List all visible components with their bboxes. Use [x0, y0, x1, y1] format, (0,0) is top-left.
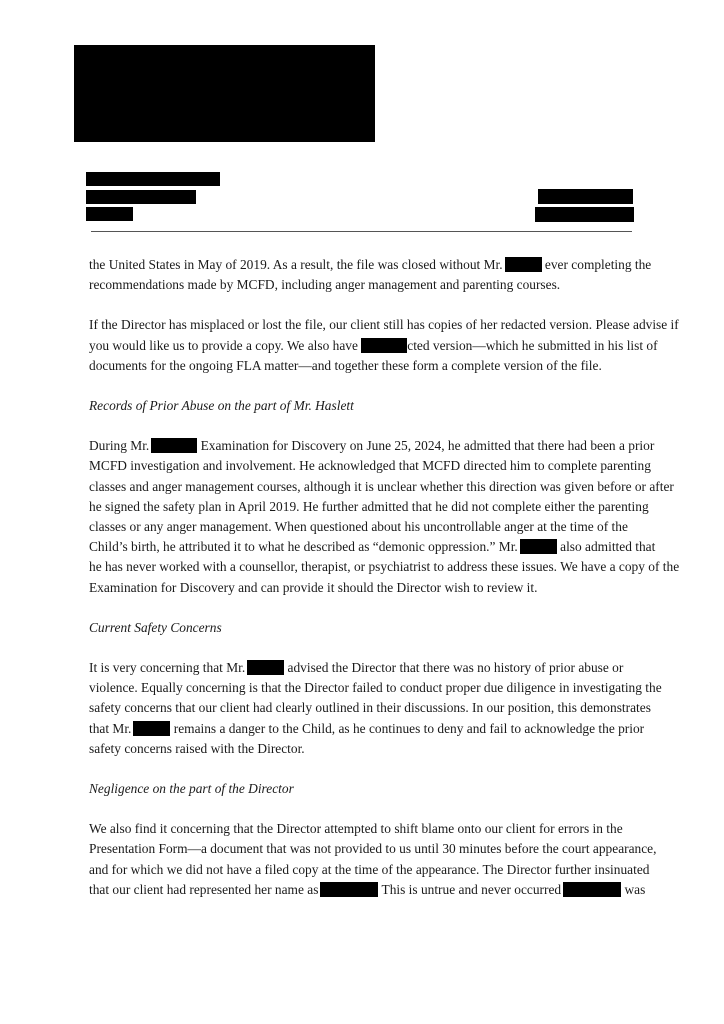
text-line: safety concerns raised with the Director.	[89, 740, 305, 756]
name-redaction	[563, 882, 621, 897]
heading-safety-concerns: Current Safety Concerns	[89, 619, 222, 635]
text-line: violence. Equally concerning is that the Director failed to conduct proper due diligence in investigating the	[89, 680, 662, 696]
paragraph-examination-discovery	[89, 436, 680, 598]
letter-body	[89, 255, 680, 900]
text-run: was	[621, 881, 646, 897]
text-run: also admitted that	[556, 539, 656, 555]
name-redaction	[520, 539, 557, 554]
text-line: safety concerns that our client had clearly outlined in their discussions. In our position, this demonstrates	[89, 700, 651, 716]
name-redaction	[505, 257, 542, 272]
text-run: ever completing the	[541, 257, 652, 272]
sender-address-redaction-2	[86, 190, 196, 204]
text-line: he signed the safety plan in April 2019. He further admitted that he did not complete either the parenting	[89, 498, 649, 514]
text-run: advised the Director that there was no history of prior abuse or	[284, 660, 624, 676]
heading-negligence: Negligence on the part of the Director	[89, 781, 294, 797]
text-line: Presentation Form—a document that was not provided to us until 30 minutes before the court appearance,	[89, 841, 657, 857]
text-line: recommendations made by MCFD, including anger management and parenting courses.	[89, 277, 561, 293]
text-line: Examination for Discovery and can provide it should the Director wish to review it.	[89, 579, 538, 595]
text-run: It is very concerning that Mr.	[89, 660, 246, 676]
text-run: During Mr.	[89, 438, 150, 454]
text-run: Examination for Discovery on June 25, 2024, he admitted that there had been a prior	[197, 438, 655, 454]
text-run: remains a danger to the Child, as he continues to deny and fail to acknowledge the prior	[170, 720, 645, 736]
text-run: the United States in May of 2019. As a result, the file was closed without Mr.	[89, 257, 503, 272]
recipient-info-redaction-2	[535, 207, 634, 222]
text-line: If the Director has misplaced or lost the file, our client still has copies of her redacted version. Please advise if	[89, 317, 679, 333]
text-line: classes or any anger management. When questioned about his uncontrollable anger at the time of the	[89, 519, 628, 535]
sender-address-redaction-1	[86, 172, 220, 186]
recipient-info-redaction-1	[538, 189, 633, 204]
word-redaction	[361, 338, 407, 353]
text-run: you would like us to provide a copy. We also have	[89, 337, 362, 353]
text-run: Child’s birth, he attributed it to what he described as “demonic oppression.” Mr.	[89, 539, 518, 555]
header-divider	[91, 231, 632, 232]
text-line: documents for the ongoing FLA matter—and together these form a complete version of the file.	[89, 357, 602, 373]
text-run: This is untrue and never occurred	[378, 881, 562, 897]
paragraph-safety-concerns	[89, 658, 662, 759]
paragraph-file-closed	[89, 255, 652, 295]
paragraph-negligence	[89, 819, 657, 900]
paragraph-file-copies	[89, 315, 679, 376]
text-line: We also find it concerning that the Director attempted to shift blame onto our client for errors in the	[89, 821, 623, 837]
text-line: he has never worked with a counsellor, therapist, or psychiatrist to address these issues. We have a copy of the	[89, 559, 680, 575]
name-redaction	[247, 660, 284, 675]
text-run: cted version—which he submitted in his list of	[407, 337, 658, 353]
name-redaction	[320, 882, 378, 897]
name-redaction	[151, 438, 197, 453]
heading-prior-abuse: Records of Prior Abuse on the part of Mr. Haslett	[89, 398, 354, 414]
text-line: and for which we did not have a filed copy at the time of the appearance. The Director further insinuated	[89, 861, 650, 877]
letterhead-logo-redaction	[74, 45, 375, 142]
text-run: that Mr.	[89, 720, 132, 736]
text-line: MCFD investigation and involvement. He acknowledged that MCFD directed him to complete parenting	[89, 458, 651, 474]
sender-address-redaction-3	[86, 207, 133, 221]
text-run: that our client had represented her name as	[89, 881, 319, 897]
text-line: classes and anger management courses, although it is unclear whether this direction was given before or after	[89, 478, 674, 494]
name-redaction	[133, 721, 170, 736]
